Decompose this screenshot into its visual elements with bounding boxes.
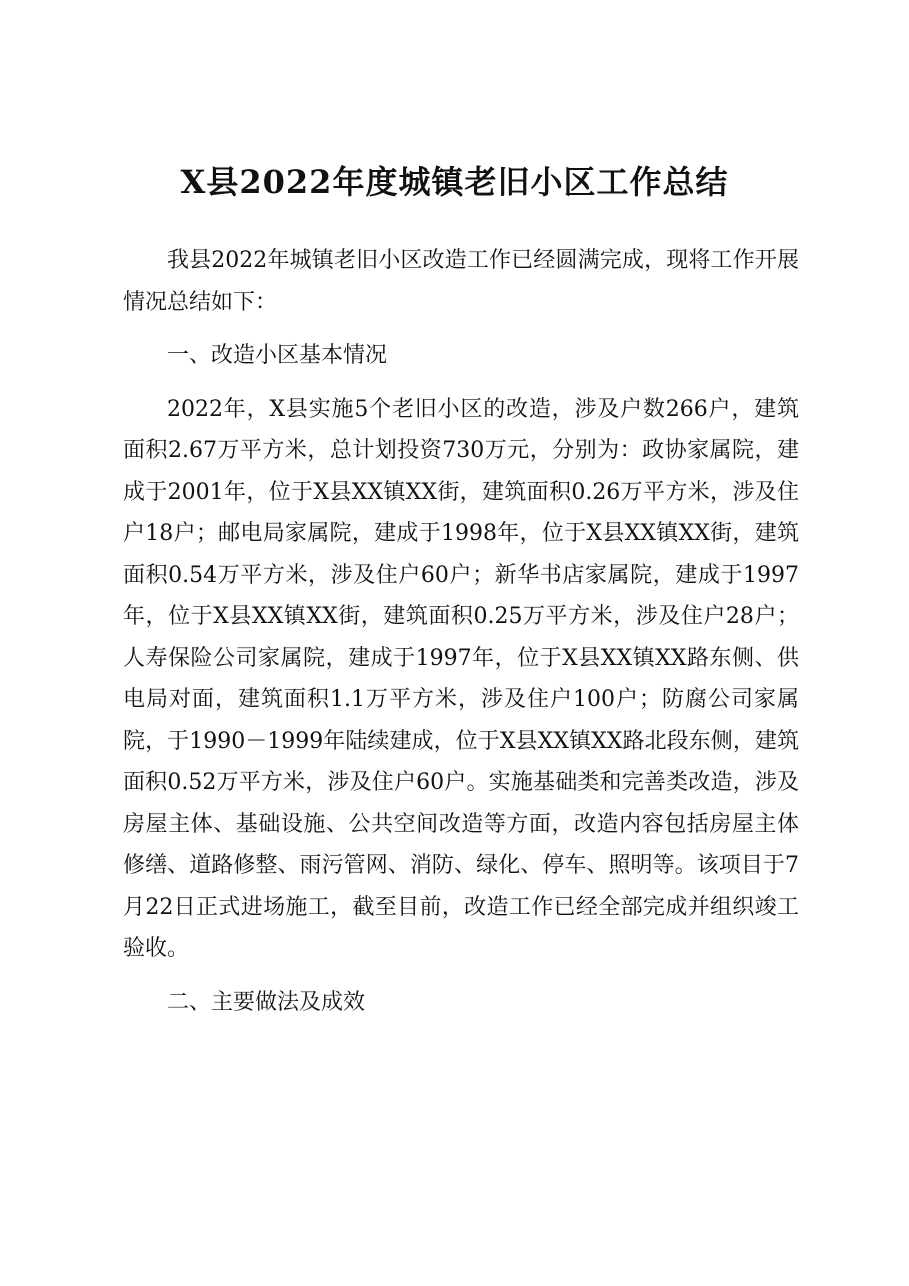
document-body xyxy=(123,240,799,1023)
section-heading-2: 二、主要做法及成效 xyxy=(167,989,366,1015)
intro-paragraph: 我县2022年城镇老旧小区改造工作已经圆满完成，现将工作开展情况总结如下： xyxy=(123,248,799,315)
document-title: X县2022年度城镇老旧小区工作总结 xyxy=(180,163,729,201)
section-heading-1: 一、改造小区基本情况 xyxy=(167,343,388,368)
basic-situation-paragraph: 2022年，X县实施5个老旧小区的改造，涉及户数266户，建筑面积2.67万平方米，总计划投资730万元，分别为：政协家属院，建成于2001年，位于X县XX镇XX街，建筑面积0.26万平方米，涉及住户18户；邮电局家属院，建成于1998年，位于X县XX镇XX街，建筑面积0.54万平方米，涉及住户60户；新华书店家属院，建成于1997年，位于X县XX镇XX街，建筑面积0.25万平方米，涉及住户28户；人寿保险公司家属院，建成于1997年，位于X县XX镇XX路东侧、供电局对面，建筑面积1.1万平方米，涉及住户100户；防腐公司家属院，于1990－1999年陆续建成，位于X县XX镇XX路北段东侧，建筑面积0.52万平方米，涉及住户60户。实施基础类和完善类改造，涉及房屋主体、基础设施、公共空间改造等方面，改造内容包括房屋主体修缮、道路修整、雨污管网、消防、绿化、停车、照明等。该项目于7月22日正式进场施工，截至目前，改造工作已经全部完成并组织竣工验收。 xyxy=(123,396,799,961)
